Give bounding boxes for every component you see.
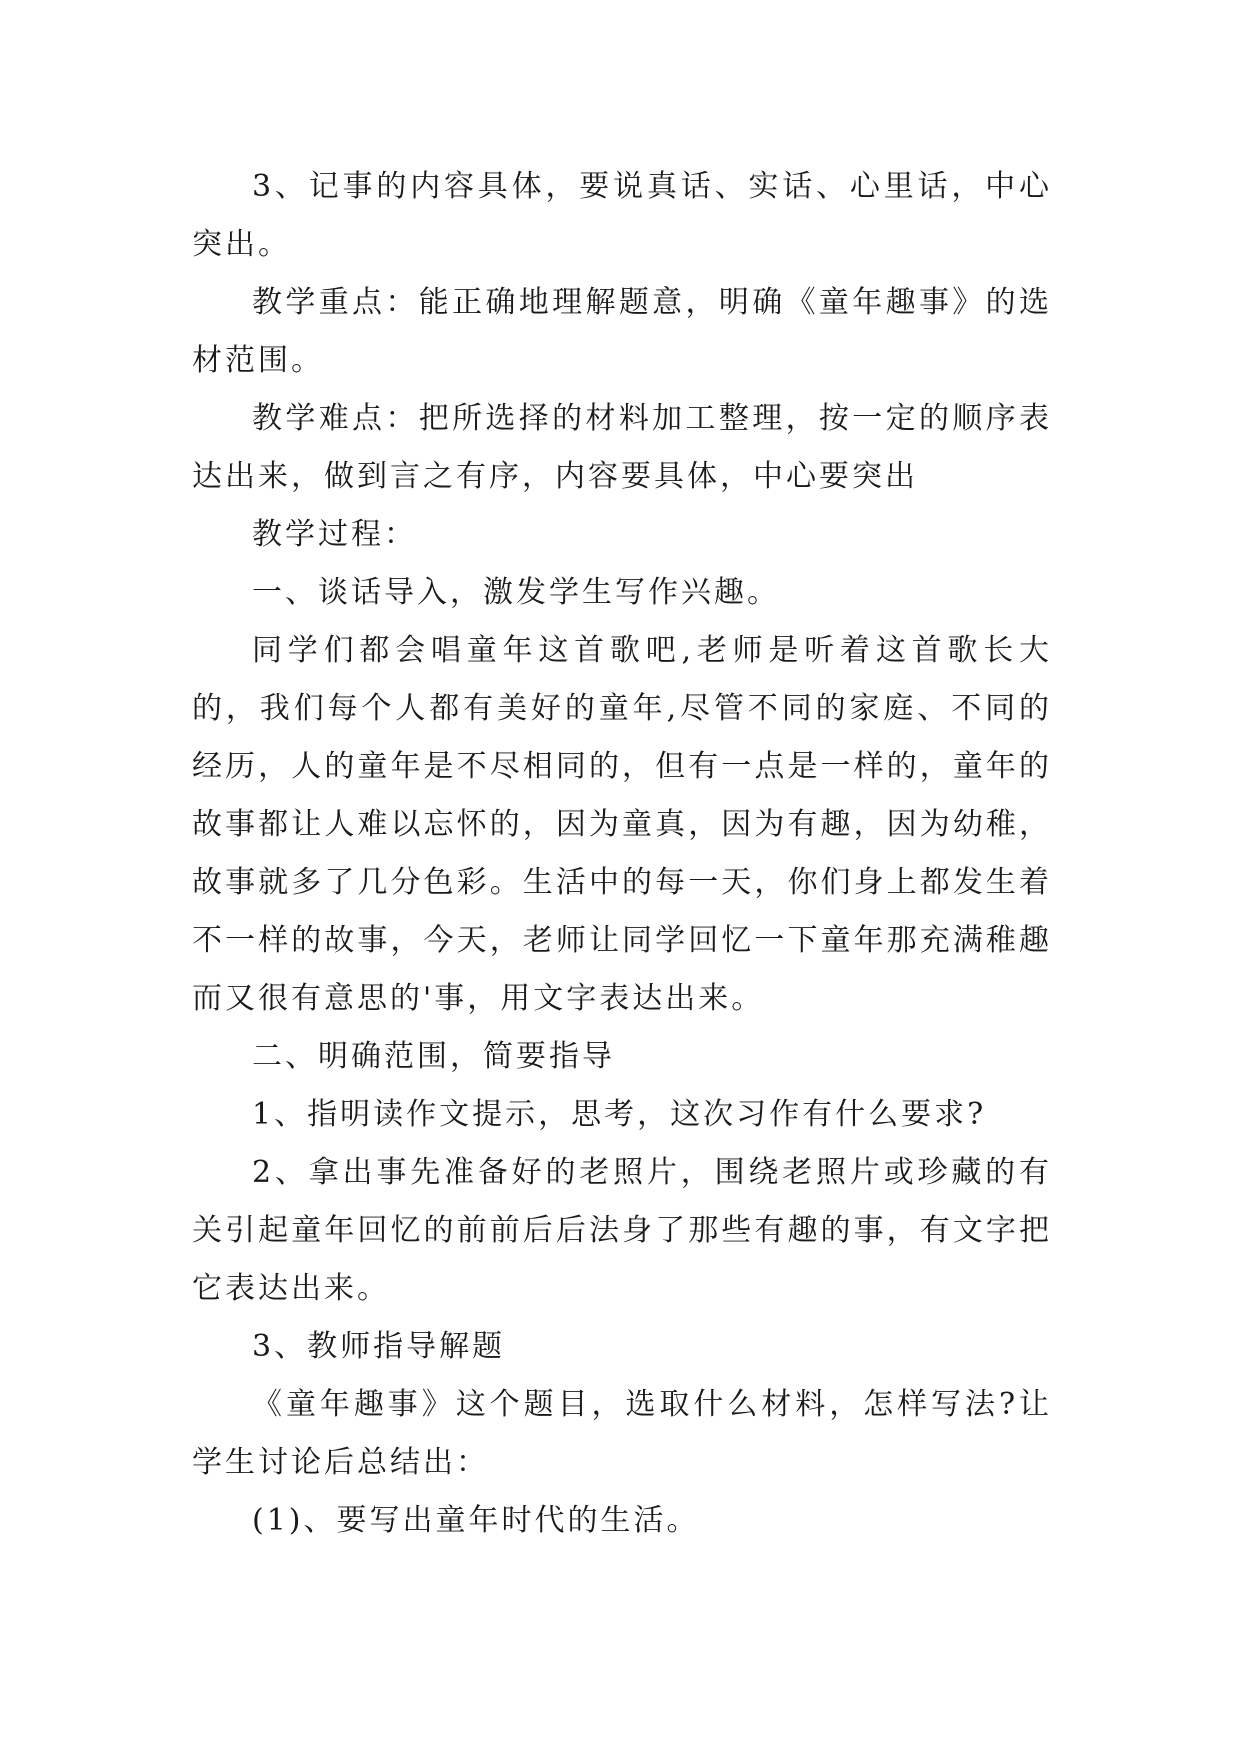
paragraph-point-1: (1)、要写出童年时代的生活。 <box>252 1503 700 1538</box>
section-heading-introduction: 一、谈话导入，激发学生写作兴趣。 <box>252 575 780 610</box>
section-heading-scope: 二、明确范围，简要指导 <box>252 1039 615 1074</box>
paragraph-teaching-focus: 教学重点：能正确地理解题意，明确《童年趣事》的选材范围。 <box>192 285 1052 378</box>
paragraph-title-discussion: 《童年趣事》这个题目，选取什么材料，怎样写法?让学生讨论后总结出： <box>192 1387 1052 1480</box>
paragraph-teaching-process-heading: 教学过程： <box>252 517 417 552</box>
paragraph-requirement-3: 3、记事的内容具体，要说真话、实话、心里话，中心突出。 <box>192 169 1052 262</box>
document-body <box>192 158 1052 1550</box>
paragraph-step-1: 1、指明读作文提示，思考，这次习作有什么要求? <box>252 1097 987 1132</box>
paragraph-introduction-body: 同学们都会唱童年这首歌吧,老师是听着这首歌长大的，我们每个人都有美好的童年,尽管不同的家庭、不同的经历，人的童年是不尽相同的，但有一点是一样的，童年的故事都让人难以忘怀的，因为童真，因为有趣，因为幼稚，故事就多了几分色彩。生活中的每一天，你们身上都发生着不一样的故事，今天，老师让同学回忆一下童年那充满稚趣而又很有意思的'事，用文字表达出来。 <box>192 633 1052 1016</box>
paragraph-step-3: 3、教师指导解题 <box>252 1329 506 1364</box>
paragraph-teaching-difficulty: 教学难点：把所选择的材料加工整理，按一定的顺序表达出来，做到言之有序，内容要具体，中心要突出 <box>192 401 1052 494</box>
paragraph-step-2: 2、拿出事先准备好的老照片，围绕老照片或珍藏的有关引起童年回忆的前前后后法身了那些有趣的事，有文字把它表达出来。 <box>192 1155 1052 1306</box>
